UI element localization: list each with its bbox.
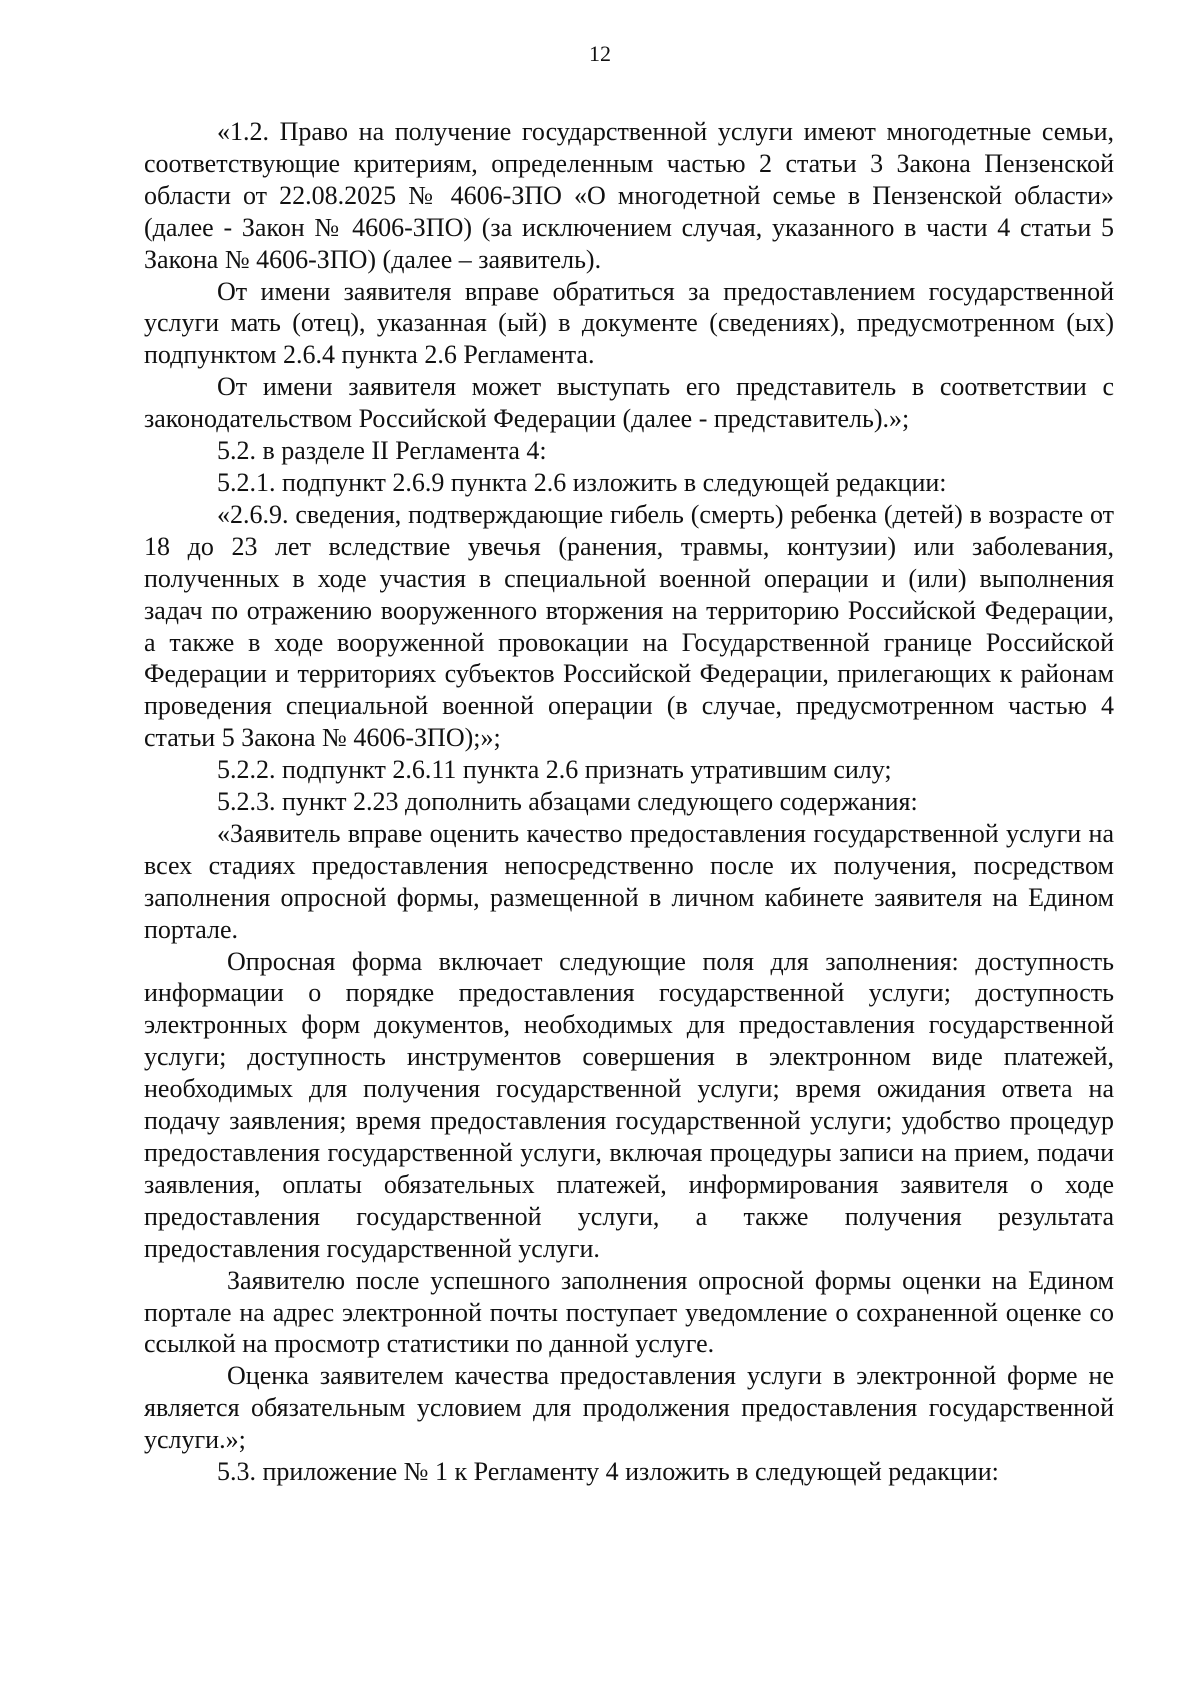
paragraph-5-3: 5.3. приложение № 1 к Регламенту 4 изложить в следующей редакции: [217,1457,999,1487]
paragraph-5-2: 5.2. в разделе II Регламента 4: [217,436,547,466]
paragraph-applicant-parent: От имени заявителя вправе обратиться за предоставлением государственной услуги мать (отец), указанная (ый) в документе (сведениях), предусмотренном (ых) подпунктом 2.6.4 пункта 2.6 Регламента. [144,276,1114,370]
document-body [144,116,1114,1488]
page-number: 12 [589,41,611,66]
paragraph-1-2: «1.2. Право на получение государственной услуги имеют многодетные семьи, соответствующие критериям, определенным частью 2 статьи 3 Закона Пензенской области от 22.08.2025 № 4606-ЗПО «О многодетной семье в Пензенской области» (далее - Закон № 4606-ЗПО) (за исключением случая, указанного в части 4 статьи 5 Закона № 4606-ЗПО) (далее – заявитель). [144,117,1114,274]
paragraph-2-6-9: «2.6.9. сведения, подтверждающие гибель (смерть) ребенка (детей) в возрасте от 18 до 23 лет вследствие увечья (ранения, травмы, контузии) или заболевания, полученных в ходе участия в специальной военной операции и (или) выполнения задач по отражению вооруженного вторжения на территорию Российской Федерации, а также в ходе вооруженной провокации на Государственной границе Российской Федерации и территориях субъектов Российской Федерации, прилегающих к районам проведения специальной военной операции (в случае, предусмотренном частью 4 статьи 5 Закона № 4606-ЗПО);»; [144,499,1114,753]
paragraph-email-notification: Заявителю после успешного заполнения опросной формы оценки на Едином портале на адрес электронной почты поступает уведомление о сохраненной оценке со ссылкой на просмотр статистики по данной услуге. [144,1265,1114,1359]
paragraph-5-2-1: 5.2.1. подпункт 2.6.9 пункта 2.6 изложить в следующей редакции: [217,467,947,497]
paragraph-5-2-2: 5.2.2. подпункт 2.6.11 пункта 2.6 признать утратившим силу; [217,755,892,785]
paragraph-5-2-3: 5.2.3. пункт 2.23 дополнить абзацами следующего содержания: [217,787,918,817]
paragraph-assessment-optional: Оценка заявителем качества предоставления услуги в электронной форме не является обязательным условием для продолжения предоставления государственной услуги.»; [144,1361,1114,1455]
paragraph-representative: От имени заявителя может выступать его представитель в соответствии с законодательством Российской Федерации (далее - представитель).»; [144,372,1114,434]
paragraph-survey-form-fields: Опросная форма включает следующие поля для заполнения: доступность информации о порядке предоставления государственной услуги; доступность электронных форм документов, необходимых для предоставления государственной услуги; доступность инструментов совершения в электронном виде платежей, необходимых для получения государственной услуги; время ожидания ответа на подачу заявления; время предоставления государственной услуги; удобство процедур предоставления государственной услуги, включая процедуры записи на прием, подачи заявления, оплаты обязательных платежей, информирования заявителя о ходе предоставления государственной услуги, а также получения результата предоставления государственной услуги. [144,946,1114,1263]
paragraph-quality-assessment: «Заявитель вправе оценить качество предоставления государственной услуги на всех стадиях предоставления непосредственно после их получения, посредством заполнения опросной формы, размещенной в личном кабинете заявителя на Едином портале. [144,818,1114,944]
